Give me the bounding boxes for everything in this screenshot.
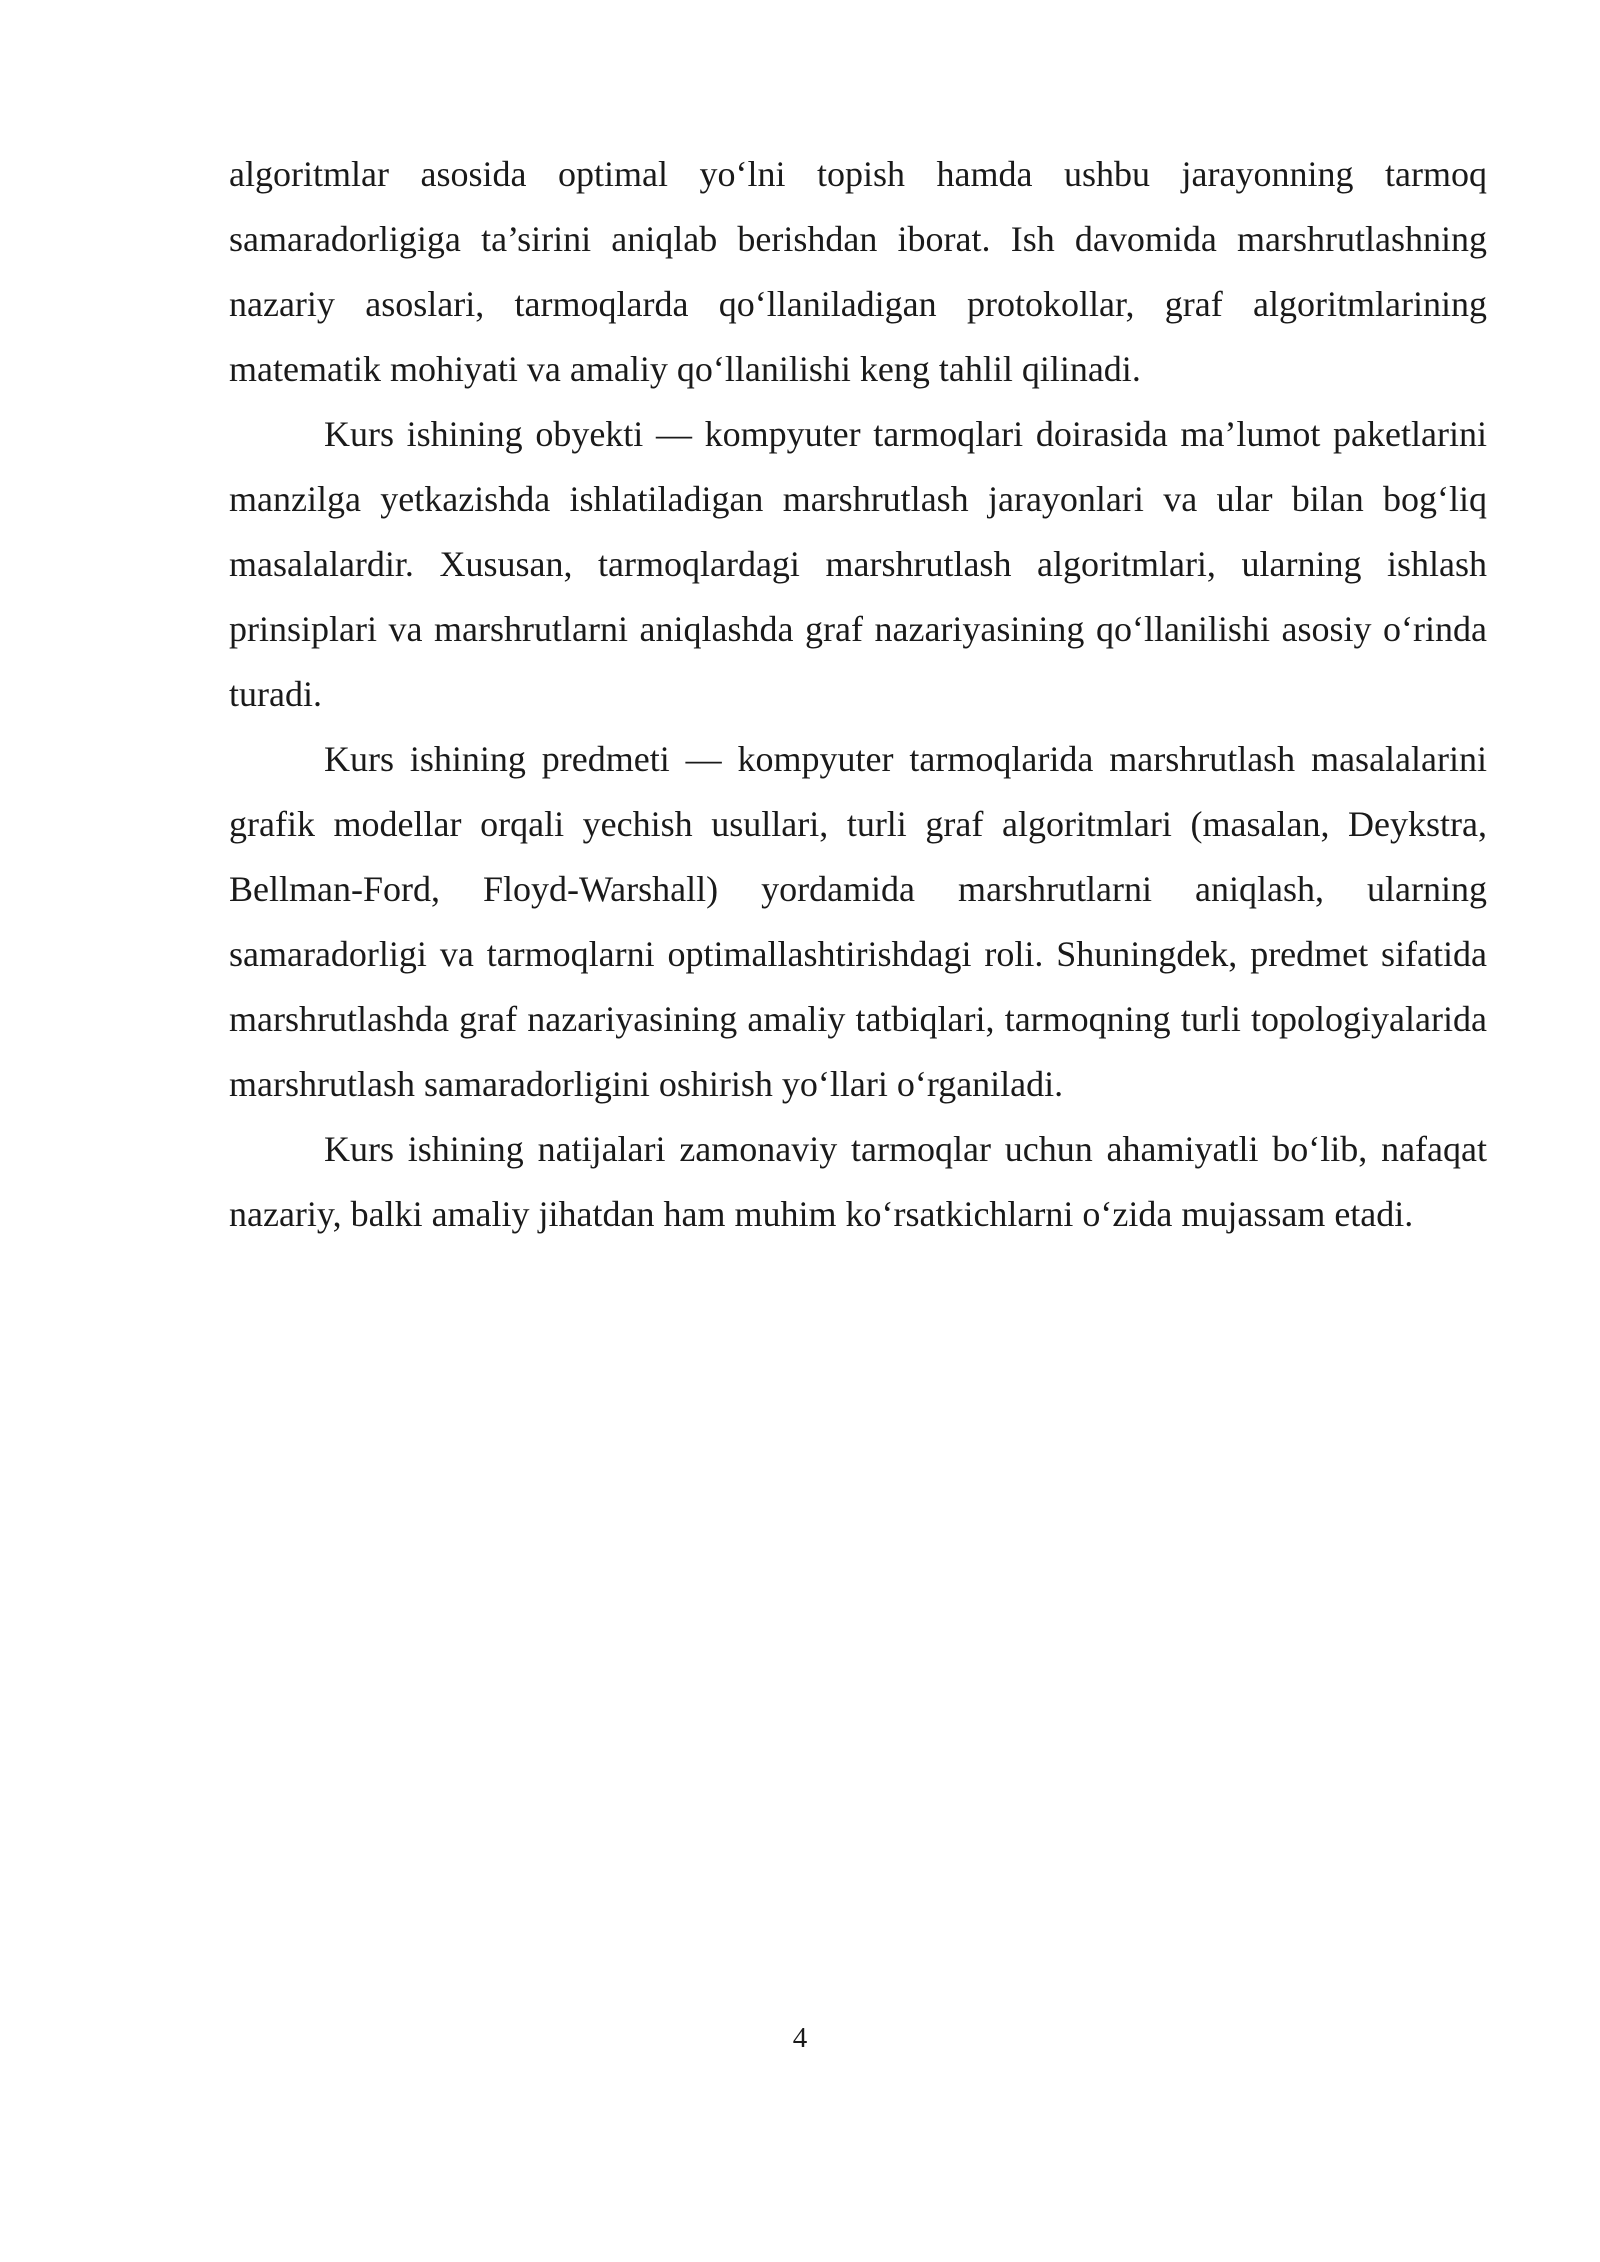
page-number: 4 <box>792 2022 808 2054</box>
body-text <box>229 142 1487 1247</box>
paragraph-object: Kurs ishining obyekti — kompyuter tarmoqlari doirasida ma’lumot paketlarini manzilga yetkazishda ishlatiladigan marshrutlash jarayonlari va ular bilan bog‘liq masalalardir. Xususan, tarmoqlardagi marshrutlash algoritmlari, ularning ishlash prinsiplari va marshrutlarni aniqlashda graf nazariyasining qo‘llanilishi asosiy o‘rinda turadi. <box>229 414 1487 714</box>
paragraph-results: Kurs ishining natijalari zamonaviy tarmoqlar uchun ahamiyatli bo‘lib, nafaqat nazariy, balki amaliy jihatdan ham muhim ko‘rsatkichlarni o‘zida mujassam etadi. <box>229 1129 1487 1234</box>
paragraph-continuation: algoritmlar asosida optimal yo‘lni topish hamda ushbu jarayonning tarmoq samaradorligiga ta’sirini aniqlab berishdan iborat. Ish davomida marshrutlashning nazariy asoslari, tarmoqlarda qo‘llaniladigan protokollar, graf algoritmlarining matematik mohiyati va amaliy qo‘llanilishi keng tahlil qilinadi. <box>229 154 1487 389</box>
paragraph-subject: Kurs ishining predmeti — kompyuter tarmoqlarida marshrutlash masalalarini grafik modellar orqali yechish usullari, turli graf algoritmlari (masalan, Deykstra, Bellman-Ford, Floyd-Warshall) yordamida marshrutlarni aniqlash, ularning samaradorligi va tarmoqlarni optimallashtirishdagi roli. Shuningdek, predmet sifatida marshrutlashda graf nazariyasining amaliy tatbiqlari, tarmoqning turli topologiyalarida marshrutlash samaradorligini oshirish yo‘llari o‘rganiladi. <box>229 739 1487 1104</box>
